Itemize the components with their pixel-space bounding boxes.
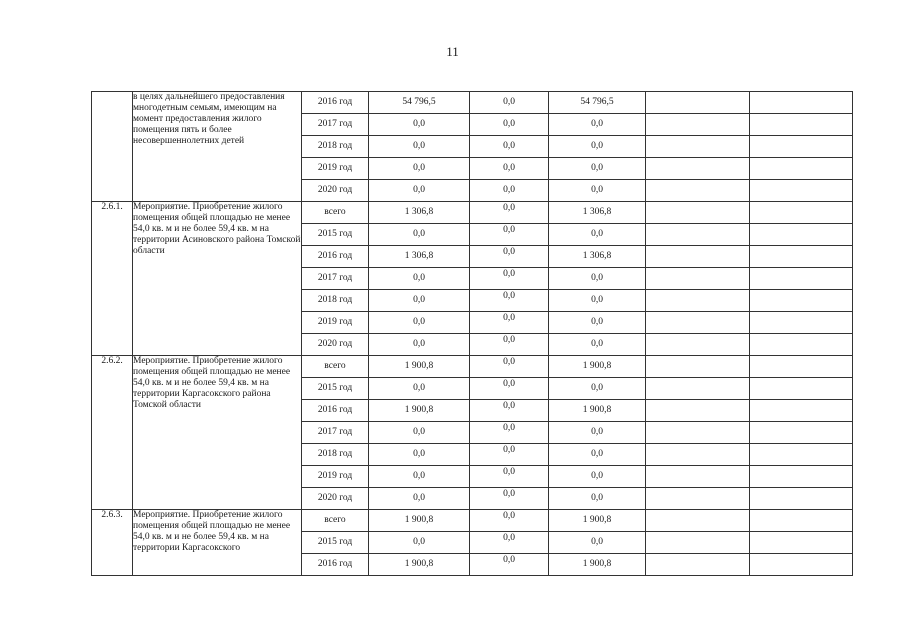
empty-cell-a (646, 510, 750, 532)
empty-cell-b (750, 334, 853, 356)
period-cell-value: 2020 год (317, 339, 353, 350)
regional-cell-value: 1 900,8 (582, 405, 612, 416)
federal-cell-value: 0,0 (503, 119, 515, 130)
federal-cell-value: 0,0 (503, 313, 515, 324)
regional-cell (549, 532, 646, 554)
empty-cell-b (750, 136, 853, 158)
period-cell (302, 180, 369, 202)
empty-cell-b (750, 92, 853, 114)
regional-cell (549, 422, 646, 444)
regional-cell-value: 0,0 (591, 141, 603, 152)
federal-cell-value: 0,0 (503, 489, 515, 500)
empty-cell-a (646, 136, 750, 158)
regional-cell (549, 334, 646, 356)
empty-cell-b (750, 422, 853, 444)
period-cell (302, 158, 369, 180)
empty-cell-a (646, 202, 750, 224)
total-cell (369, 114, 470, 136)
period-cell-value: 2015 год (317, 383, 353, 394)
empty-cell-b (750, 268, 853, 290)
regional-cell (549, 114, 646, 136)
regional-cell (549, 158, 646, 180)
item-description: Мероприятие. Приобретение жилого помещения общей площадью не менее 54,0 кв. м и не более 59,4 кв. м на территории Каргасокского района Томской области (133, 356, 302, 510)
federal-cell-value: 0,0 (503, 401, 515, 412)
federal-cell-value: 0,0 (503, 291, 515, 302)
empty-cell-b (750, 246, 853, 268)
federal-cell (470, 268, 549, 290)
federal-cell (470, 158, 549, 180)
period-cell (302, 466, 369, 488)
total-cell-value: 0,0 (413, 295, 425, 306)
period-cell-value: 2016 год (317, 251, 353, 262)
regional-cell-value: 0,0 (591, 383, 603, 394)
federal-cell-value: 0,0 (503, 269, 515, 280)
total-cell-value: 1 306,8 (404, 251, 434, 262)
regional-cell-value: 0,0 (591, 119, 603, 130)
total-cell-value: 0,0 (413, 119, 425, 130)
federal-cell-value: 0,0 (503, 247, 515, 258)
period-cell (302, 290, 369, 312)
regional-cell (549, 202, 646, 224)
federal-cell-value: 0,0 (503, 203, 515, 214)
period-cell-value: 2017 год (317, 427, 353, 438)
total-cell-value: 0,0 (413, 317, 425, 328)
period-cell-value: 2019 год (317, 471, 353, 482)
regional-cell (549, 554, 646, 576)
regional-cell (549, 268, 646, 290)
period-cell-value: 2019 год (317, 163, 353, 174)
regional-cell (549, 92, 646, 114)
period-cell (302, 312, 369, 334)
regional-cell-value: 0,0 (591, 185, 603, 196)
empty-cell-a (646, 180, 750, 202)
total-cell-value: 1 306,8 (404, 207, 434, 218)
total-cell-value: 0,0 (413, 471, 425, 482)
item-description: Мероприятие. Приобретение жилого помещения общей площадью не менее 54,0 кв. м и не более 59,4 кв. м на территории Асиновского района Томской области (133, 202, 302, 356)
federal-cell (470, 312, 549, 334)
empty-cell-a (646, 224, 750, 246)
empty-cell-b (750, 356, 853, 378)
regional-cell-value: 0,0 (591, 163, 603, 174)
empty-cell-a (646, 444, 750, 466)
period-cell-value: 2017 год (317, 273, 353, 284)
period-cell-value: 2017 год (317, 119, 353, 130)
period-cell (302, 422, 369, 444)
period-cell-value: 2018 год (317, 449, 353, 460)
total-cell (369, 378, 470, 400)
regional-cell-value: 0,0 (591, 427, 603, 438)
total-cell-value: 1 900,8 (404, 361, 434, 372)
table-row (92, 202, 853, 224)
federal-cell (470, 202, 549, 224)
table-body (92, 92, 853, 576)
total-cell-value: 0,0 (413, 339, 425, 350)
federal-cell-value: 0,0 (503, 445, 515, 456)
regional-cell-value: 0,0 (591, 229, 603, 240)
federal-cell-value: 0,0 (503, 225, 515, 236)
period-cell (302, 554, 369, 576)
total-cell (369, 158, 470, 180)
federal-cell (470, 554, 549, 576)
empty-cell-b (750, 224, 853, 246)
federal-cell-value: 0,0 (503, 467, 515, 478)
regional-cell-value: 1 900,8 (582, 515, 612, 526)
total-cell (369, 224, 470, 246)
page-number: 11 (446, 44, 459, 59)
regional-cell-value: 1 306,8 (582, 207, 612, 218)
period-cell (302, 444, 369, 466)
total-cell (369, 202, 470, 224)
total-cell (369, 180, 470, 202)
federal-cell-value: 0,0 (503, 163, 515, 174)
empty-cell-a (646, 290, 750, 312)
empty-cell-a (646, 356, 750, 378)
regional-cell (549, 246, 646, 268)
federal-cell (470, 290, 549, 312)
period-cell-value: 2020 год (317, 493, 353, 504)
period-cell (302, 334, 369, 356)
period-cell (302, 92, 369, 114)
period-cell-value: 2018 год (317, 141, 353, 152)
federal-cell (470, 180, 549, 202)
total-cell-value: 1 900,8 (404, 405, 434, 416)
total-cell (369, 136, 470, 158)
period-cell-value: 2015 год (317, 537, 353, 548)
period-cell-value: 2020 год (317, 185, 353, 196)
item-description: Мероприятие. Приобретение жилого помещения общей площадью не менее 54,0 кв. м и не более 59,4 кв. м на территории Каргасокского (133, 510, 302, 576)
regional-cell (549, 180, 646, 202)
period-cell (302, 532, 369, 554)
table-row (92, 510, 853, 532)
empty-cell-a (646, 246, 750, 268)
regional-cell-value: 0,0 (591, 493, 603, 504)
total-cell (369, 268, 470, 290)
total-cell (369, 422, 470, 444)
federal-cell (470, 114, 549, 136)
empty-cell-a (646, 532, 750, 554)
empty-cell-a (646, 268, 750, 290)
total-cell (369, 488, 470, 510)
regional-cell (549, 290, 646, 312)
federal-cell-value: 0,0 (503, 357, 515, 368)
total-cell (369, 400, 470, 422)
total-cell-value: 1 900,8 (404, 515, 434, 526)
regional-cell (549, 378, 646, 400)
regional-cell-value: 0,0 (591, 339, 603, 350)
total-cell (369, 290, 470, 312)
empty-cell-b (750, 158, 853, 180)
total-cell (369, 92, 470, 114)
period-cell (302, 114, 369, 136)
regional-cell-value: 0,0 (591, 317, 603, 328)
regional-cell-value: 0,0 (591, 449, 603, 460)
regional-cell (549, 444, 646, 466)
total-cell (369, 312, 470, 334)
regional-cell (549, 356, 646, 378)
federal-cell-value: 0,0 (503, 555, 515, 566)
empty-cell-a (646, 92, 750, 114)
empty-cell-a (646, 554, 750, 576)
period-cell-value: всего (324, 515, 346, 526)
empty-cell-a (646, 312, 750, 334)
period-cell-value: 2016 год (317, 97, 353, 108)
federal-cell (470, 246, 549, 268)
empty-cell-b (750, 466, 853, 488)
regional-cell-value: 0,0 (591, 273, 603, 284)
federal-cell (470, 444, 549, 466)
period-cell (302, 246, 369, 268)
total-cell-value: 54 796,5 (402, 97, 436, 108)
period-cell-value: 2019 год (317, 317, 353, 328)
regional-cell-value: 1 900,8 (582, 361, 612, 372)
item-number (92, 92, 133, 202)
federal-cell (470, 488, 549, 510)
empty-cell-a (646, 114, 750, 136)
regional-cell-value: 0,0 (591, 295, 603, 306)
empty-cell-b (750, 114, 853, 136)
federal-cell (470, 224, 549, 246)
total-cell (369, 532, 470, 554)
federal-cell-value: 0,0 (503, 185, 515, 196)
federal-cell-value: 0,0 (503, 335, 515, 346)
period-cell (302, 400, 369, 422)
period-cell (302, 268, 369, 290)
empty-cell-b (750, 290, 853, 312)
empty-cell-a (646, 488, 750, 510)
period-cell-value: всего (324, 361, 346, 372)
federal-cell (470, 334, 549, 356)
empty-cell-a (646, 378, 750, 400)
period-cell (302, 136, 369, 158)
total-cell (369, 246, 470, 268)
period-cell (302, 510, 369, 532)
total-cell (369, 356, 470, 378)
total-cell-value: 0,0 (413, 427, 425, 438)
empty-cell-b (750, 400, 853, 422)
item-number: 2.6.3. (92, 510, 133, 576)
empty-cell-b (750, 510, 853, 532)
regional-cell (549, 136, 646, 158)
federal-cell (470, 510, 549, 532)
federal-cell-value: 0,0 (503, 533, 515, 544)
empty-cell-a (646, 158, 750, 180)
item-number: 2.6.2. (92, 356, 133, 510)
period-cell (302, 378, 369, 400)
empty-cell-b (750, 488, 853, 510)
federal-cell (470, 400, 549, 422)
federal-cell-value: 0,0 (503, 511, 515, 522)
regional-cell (549, 224, 646, 246)
federal-cell-value: 0,0 (503, 97, 515, 108)
table-row (92, 356, 853, 378)
regional-cell-value: 0,0 (591, 537, 603, 548)
regional-cell (549, 466, 646, 488)
total-cell-value: 1 900,8 (404, 559, 434, 570)
regional-cell (549, 488, 646, 510)
regional-cell-value: 0,0 (591, 471, 603, 482)
federal-cell (470, 136, 549, 158)
total-cell-value: 0,0 (413, 383, 425, 394)
total-cell (369, 554, 470, 576)
regional-cell-value: 54 796,5 (580, 97, 614, 108)
empty-cell-b (750, 532, 853, 554)
empty-cell-a (646, 334, 750, 356)
empty-cell-b (750, 180, 853, 202)
total-cell-value: 0,0 (413, 273, 425, 284)
regional-cell-value: 1 900,8 (582, 559, 612, 570)
regional-cell (549, 510, 646, 532)
federal-cell-value: 0,0 (503, 423, 515, 434)
total-cell (369, 444, 470, 466)
empty-cell-a (646, 400, 750, 422)
total-cell (369, 510, 470, 532)
total-cell-value: 0,0 (413, 185, 425, 196)
regional-cell (549, 312, 646, 334)
empty-cell-a (646, 466, 750, 488)
period-cell (302, 488, 369, 510)
empty-cell-b (750, 554, 853, 576)
regional-cell (549, 400, 646, 422)
empty-cell-b (750, 378, 853, 400)
budget-table (91, 91, 853, 576)
federal-cell (470, 532, 549, 554)
item-description: в целях дальнейшего предоставления многодетным семьям, имеющим на момент предоставления жилого помещения пять и более несовершеннолетних детей (133, 92, 302, 202)
period-cell (302, 356, 369, 378)
total-cell-value: 0,0 (413, 449, 425, 460)
period-cell-value: 2018 год (317, 295, 353, 306)
federal-cell (470, 356, 549, 378)
total-cell-value: 0,0 (413, 537, 425, 548)
period-cell-value: 2015 год (317, 229, 353, 240)
item-number: 2.6.1. (92, 202, 133, 356)
federal-cell (470, 378, 549, 400)
empty-cell-b (750, 312, 853, 334)
total-cell-value: 0,0 (413, 493, 425, 504)
regional-cell-value: 1 306,8 (582, 251, 612, 262)
total-cell-value: 0,0 (413, 163, 425, 174)
empty-cell-b (750, 202, 853, 224)
federal-cell-value: 0,0 (503, 379, 515, 390)
federal-cell (470, 92, 549, 114)
period-cell-value: 2016 год (317, 405, 353, 416)
period-cell (302, 202, 369, 224)
period-cell-value: всего (324, 207, 346, 218)
period-cell (302, 224, 369, 246)
total-cell (369, 466, 470, 488)
table-row (92, 92, 853, 114)
federal-cell-value: 0,0 (503, 141, 515, 152)
federal-cell (470, 466, 549, 488)
total-cell-value: 0,0 (413, 229, 425, 240)
total-cell (369, 334, 470, 356)
federal-cell (470, 422, 549, 444)
period-cell-value: 2016 год (317, 559, 353, 570)
empty-cell-b (750, 444, 853, 466)
total-cell-value: 0,0 (413, 141, 425, 152)
empty-cell-a (646, 422, 750, 444)
